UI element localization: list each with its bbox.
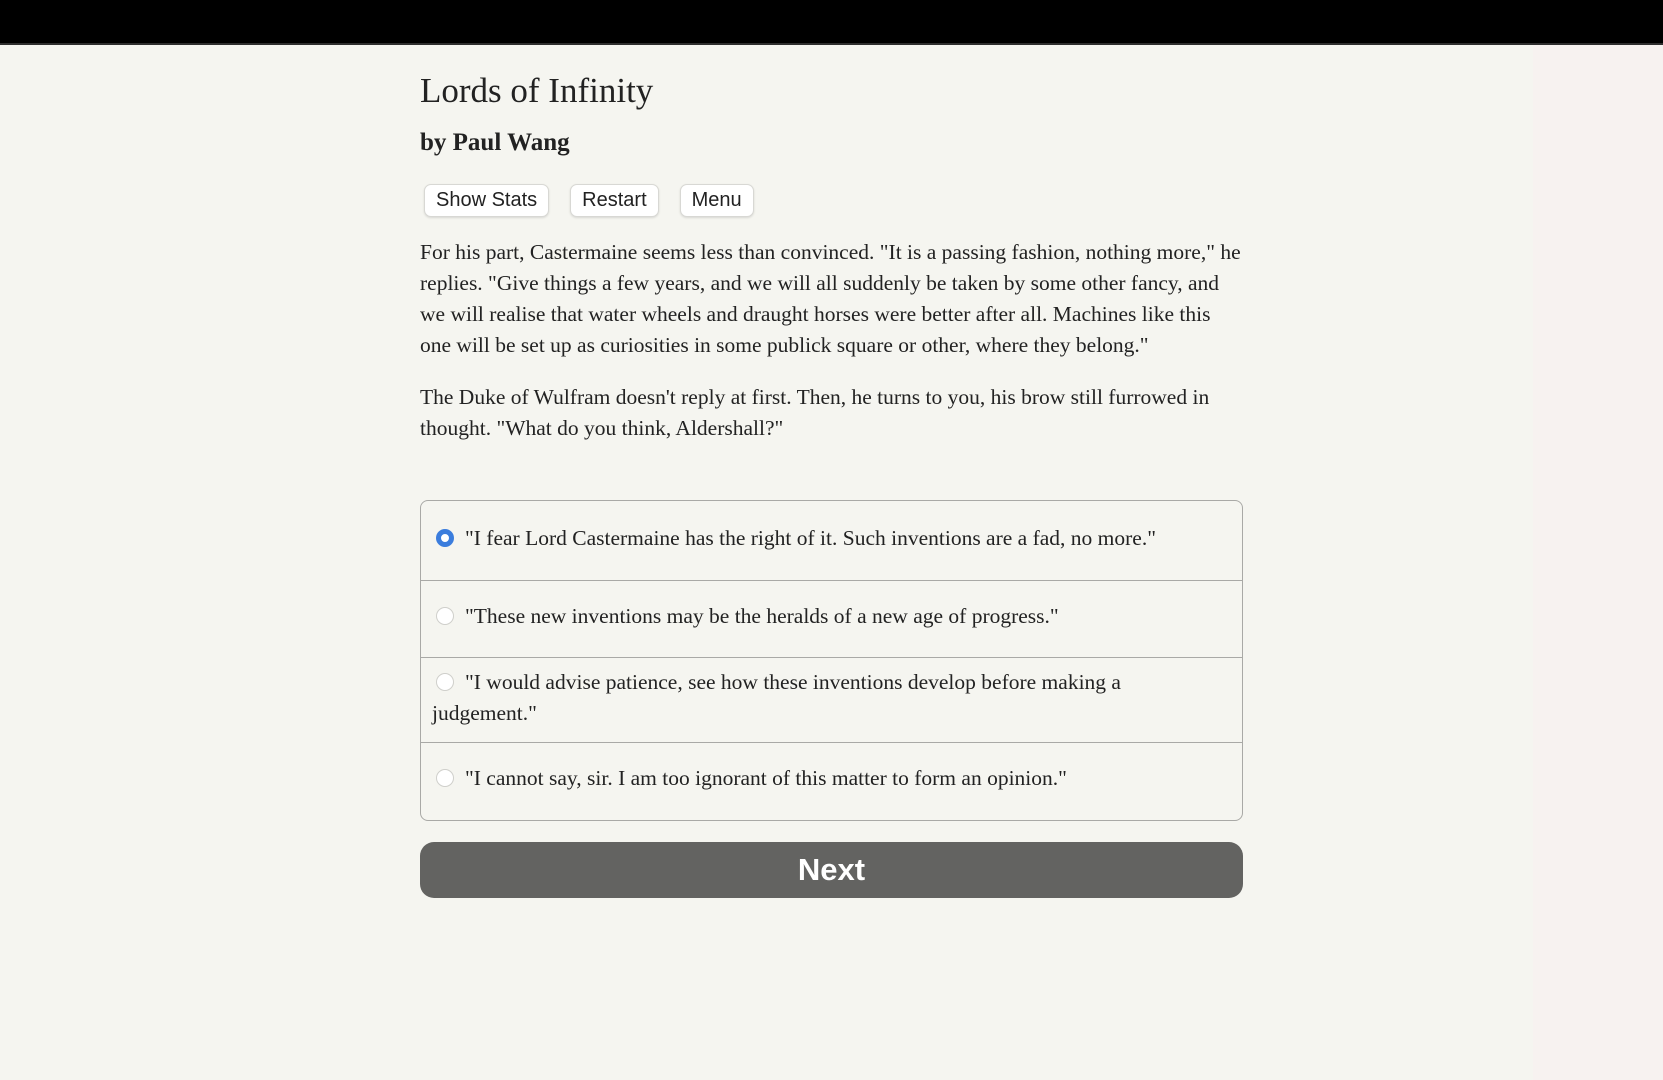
story-text	[420, 237, 1243, 465]
background-tint	[1533, 45, 1663, 1080]
game-author: by Paul Wang	[420, 129, 570, 156]
show-stats-button[interactable]: Show Stats	[424, 184, 549, 217]
toolbar	[424, 184, 754, 218]
choice-list	[420, 500, 1243, 821]
choice-label: "I would advise patience, see how these inventions develop before making a judgement."	[432, 670, 1121, 725]
choice-label: "I cannot say, sir. I am too ignorant of this matter to form an opinion."	[465, 766, 1067, 790]
top-bar-divider	[0, 43, 1663, 45]
choice-option[interactable]	[421, 580, 1242, 657]
story-paragraph: The Duke of Wulfram doesn't reply at first. Then, he turns to you, his brow still furrowed in thought. "What do you think, Aldershall?"	[420, 385, 1210, 440]
radio-selected-icon[interactable]	[436, 529, 454, 547]
radio-unselected-icon[interactable]	[436, 673, 454, 691]
choice-option[interactable]	[421, 501, 1242, 580]
radio-unselected-icon[interactable]	[436, 769, 454, 787]
next-button[interactable]: Next	[420, 842, 1243, 898]
story-paragraph: For his part, Castermaine seems less than convinced. "It is a passing fashion, nothing more," he replies. "Give things a few years, and we will all suddenly be taken by some other fancy, and we will realise that water wheels and draught horses were better after all. Machines like this one will be set up as curiosities in some publick square or other, where they belong."	[420, 240, 1241, 357]
top-bar	[0, 0, 1663, 43]
choice-label: "I fear Lord Castermaine has the right of it. Such inventions are a fad, no more."	[465, 526, 1157, 550]
menu-button[interactable]: Menu	[680, 184, 754, 217]
choice-option[interactable]	[421, 742, 1242, 821]
game-title: Lords of Infinity	[420, 71, 654, 110]
choice-label: "These new inventions may be the heralds of a new age of progress."	[465, 604, 1059, 628]
restart-button[interactable]: Restart	[570, 184, 658, 217]
choice-option[interactable]	[421, 657, 1242, 742]
radio-unselected-icon[interactable]	[436, 607, 454, 625]
